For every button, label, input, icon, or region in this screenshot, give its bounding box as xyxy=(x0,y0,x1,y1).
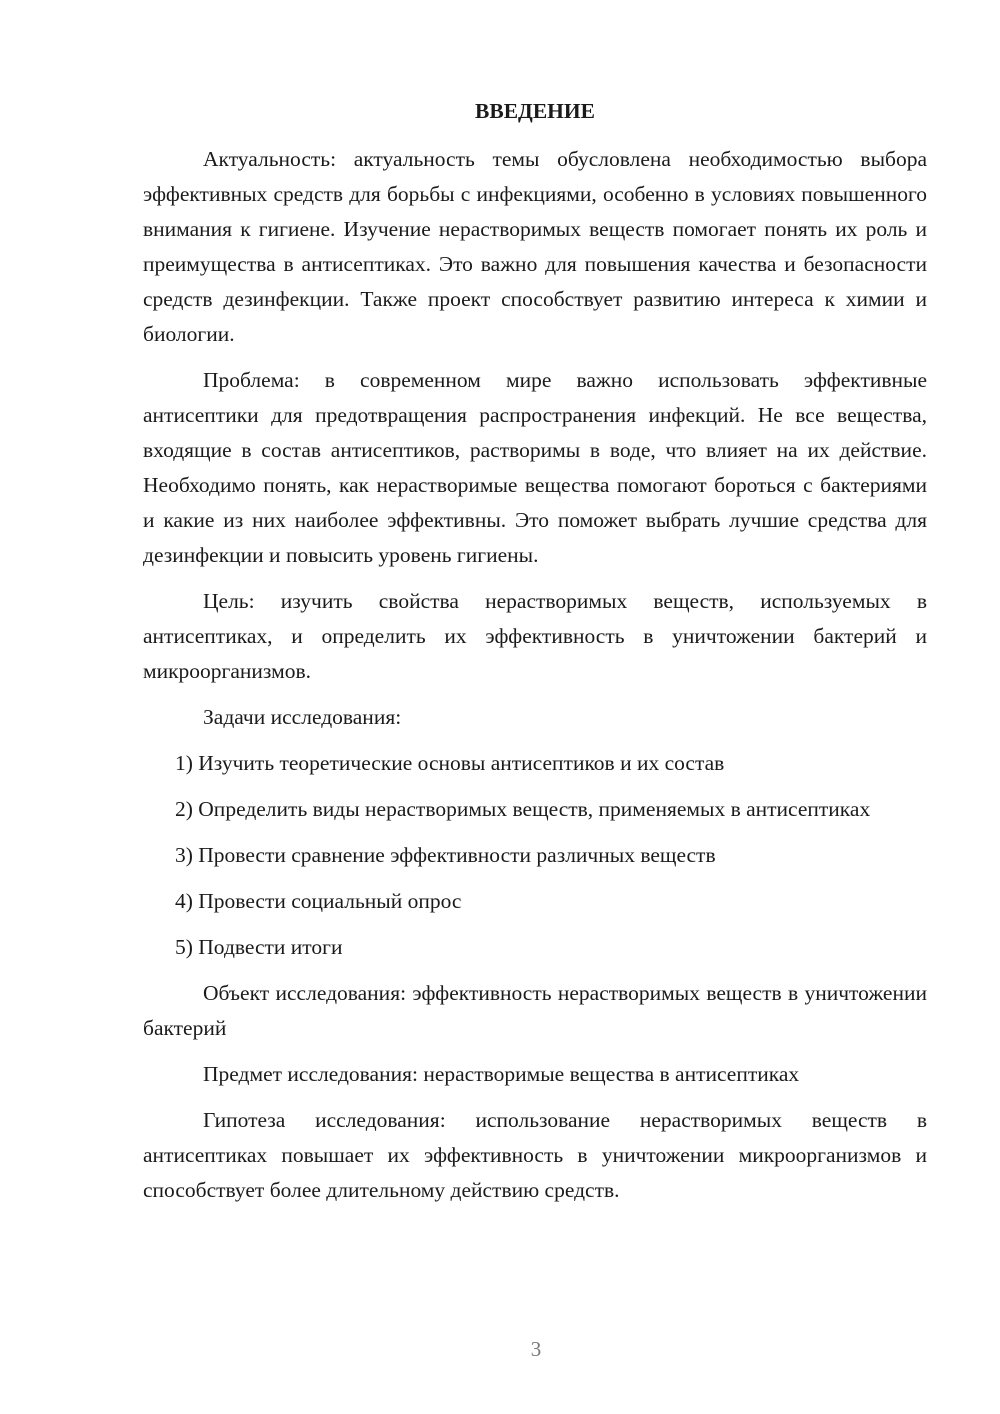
paragraph-object: Объект исследования: эффективность нерастворимых веществ в уничтожении бактерий xyxy=(143,981,927,1040)
task-item-5: 5) Подвести итоги xyxy=(175,935,343,959)
task-item-3: 3) Провести сравнение эффективности различных веществ xyxy=(175,843,716,867)
task-item-4: 4) Провести социальный опрос xyxy=(175,889,462,913)
page-title: ВВЕДЕНИЕ xyxy=(475,99,595,123)
paragraph-subject: Предмет исследования: нерастворимые вещества в антисептиках xyxy=(203,1062,800,1086)
paragraph-hypothesis: Гипотеза исследования: использование нерастворимых веществ в антисептиках повышает их эффективность в уничтожении микроорганизмов и способствует более длительному действию средств. xyxy=(143,1108,927,1202)
page-number: 3 xyxy=(530,1337,542,1361)
paragraph-problem: Проблема: в современном мире важно использовать эффективные антисептики для предотвращения распространения инфекций. Не все вещества, входящие в состав антисептиков, растворимы в воде, что влияет на их действие. Необходимо понять, как нерастворимые вещества помогают бороться с бактериями и какие из них наиболее эффективны. Это поможет выбрать лучшие средства для дезинфекции и повысить уровень гигиены. xyxy=(143,368,927,567)
paragraph-tasks-heading: Задачи исследования: xyxy=(203,705,402,729)
paragraph-goal: Цель: изучить свойства нерастворимых веществ, используемых в антисептиках, и определить их эффективность в уничтожении бактерий и микроорганизмов. xyxy=(143,589,927,683)
document-body xyxy=(143,142,927,1219)
task-item-1: 1) Изучить теоретические основы антисептиков и их состав xyxy=(175,751,725,775)
paragraph-relevance: Актуальность: актуальность темы обусловлена необходимостью выбора эффективных средств для борьбы с инфекциями, особенно в условиях повышенного внимания к гигиене. Изучение нерастворимых веществ помогает понять их роль и преимущества в антисептиках. Это важно для повышения качества и безопасности средств дезинфекции. Также проект способствует развитию интереса к химии и биологии. xyxy=(143,147,927,346)
task-item-2: 2) Определить виды нерастворимых веществ, применяемых в антисептиках xyxy=(175,797,871,821)
